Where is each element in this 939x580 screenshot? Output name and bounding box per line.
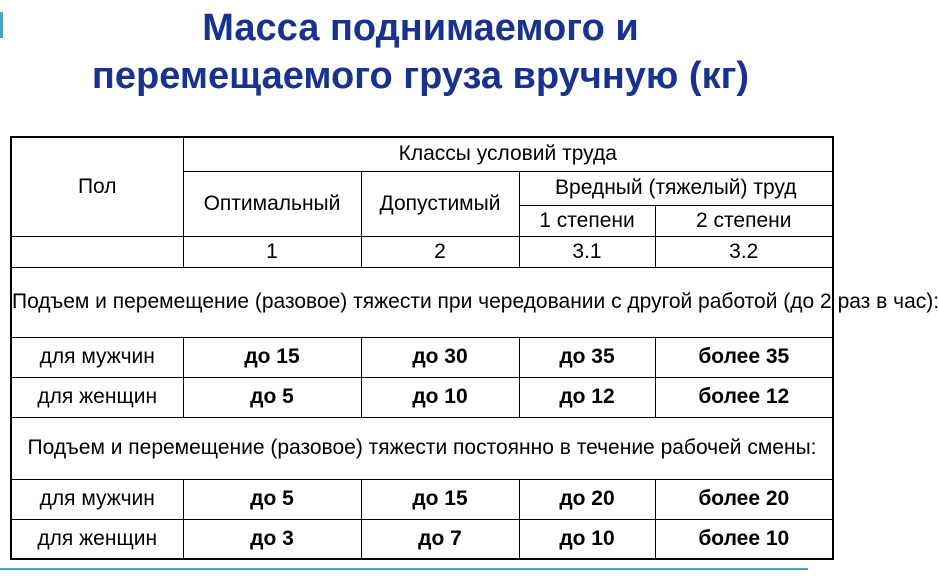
section-2-caption: Подъем и перемещение (разовое) тяжести постоянно в течение рабочей смены:	[11, 417, 833, 479]
header-row-1	[11, 137, 833, 171]
table-row	[11, 519, 833, 559]
header-classes: Классы условий труда	[183, 137, 833, 171]
value-cell: до 20	[519, 479, 655, 519]
value-cell: до 10	[361, 377, 519, 417]
code-degree-1: 3.1	[519, 236, 655, 267]
header-degree-1: 1 степени	[519, 205, 655, 236]
title-line-1: Масса поднимаемого и	[202, 7, 639, 49]
header-acceptable: Допустимый	[361, 171, 519, 236]
value-cell: до 10	[519, 519, 655, 559]
title-line-2: перемещаемого груза вручную (кг)	[91, 55, 750, 97]
row-label: для женщин	[11, 519, 183, 559]
table-row	[11, 479, 833, 519]
section-2-caption-row	[11, 417, 833, 479]
value-cell: до 12	[519, 377, 655, 417]
row-label: для женщин	[11, 377, 183, 417]
header-codes-row	[11, 236, 833, 267]
header-optimal: Оптимальный	[183, 171, 361, 236]
load-limits-table	[10, 136, 939, 560]
value-cell: более 10	[655, 519, 833, 559]
header-degree-2: 2 степени	[655, 205, 833, 236]
value-cell: более 35	[655, 337, 833, 377]
code-acceptable: 2	[361, 236, 519, 267]
page-title	[0, 4, 841, 100]
value-cell: до 3	[183, 519, 361, 559]
value-cell: до 7	[361, 519, 519, 559]
value-cell: более 20	[655, 479, 833, 519]
code-optimal: 1	[183, 236, 361, 267]
value-cell: до 15	[361, 479, 519, 519]
value-cell: до 35	[519, 337, 655, 377]
value-cell: до 15	[183, 337, 361, 377]
table-row	[11, 337, 833, 377]
row-label: для мужчин	[11, 479, 183, 519]
code-degree-2: 3.2	[655, 236, 833, 267]
value-cell: до 30	[361, 337, 519, 377]
table-row	[11, 377, 833, 417]
value-cell: до 5	[183, 479, 361, 519]
code-sex-blank	[11, 236, 183, 267]
bottom-separator-line	[0, 568, 808, 570]
header-sex: Пол	[11, 137, 183, 236]
value-cell: до 5	[183, 377, 361, 417]
row-label: для мужчин	[11, 337, 183, 377]
value-cell: более 12	[655, 377, 833, 417]
section-1-caption: Подъем и перемещение (разовое) тяжести при чередовании с другой работой (до 2 раз в час):	[11, 267, 833, 337]
header-harmful: Вредный (тяжелый) труд	[519, 171, 833, 205]
section-1-caption-row	[11, 267, 833, 337]
